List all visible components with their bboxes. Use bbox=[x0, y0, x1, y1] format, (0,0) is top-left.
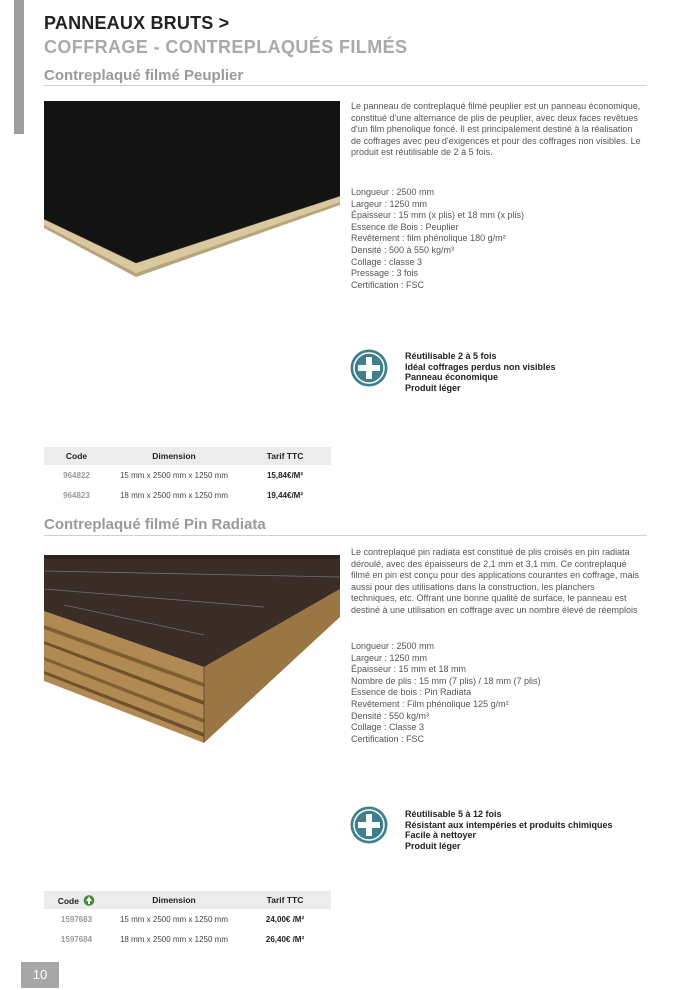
product-2-features bbox=[405, 809, 613, 851]
row-code: 964822 bbox=[63, 470, 90, 480]
spec-line: Essence de bois : Pin Radiata bbox=[351, 687, 472, 698]
spec-line: Essence de Bois : Peuplier bbox=[351, 221, 459, 232]
col-header-code: Code bbox=[44, 447, 109, 465]
spec-line: Revêtement : Film phénolique 125 g/m² bbox=[351, 698, 509, 709]
spec-line: Revêtement : film phénolique 180 g/m² bbox=[351, 233, 506, 244]
feature-item: Réutilisable 2 à 5 fois bbox=[405, 351, 497, 361]
page-subtitle: COFFRAGE - CONTREPLAQUÉS FILMÉS bbox=[44, 37, 408, 57]
table-row bbox=[44, 485, 331, 505]
product-2-price-table bbox=[44, 891, 331, 949]
plus-circle-icon bbox=[350, 349, 388, 387]
col-header-dimension: Dimension bbox=[109, 447, 239, 465]
edge-marker-bar bbox=[14, 0, 24, 134]
eco-badge-icon bbox=[83, 895, 95, 906]
plus-circle-icon bbox=[350, 806, 388, 844]
spec-line: Certification : FSC bbox=[351, 279, 425, 290]
row-code: 964823 bbox=[63, 490, 90, 500]
spec-line: Largeur : 1250 mm bbox=[351, 652, 428, 663]
col-header-dimension: Dimension bbox=[109, 891, 239, 909]
row-dimension: 18 mm x 2500 mm x 1250 mm bbox=[119, 934, 229, 944]
spec-line: Longueur : 2500 mm bbox=[351, 187, 435, 197]
pine-radiata-panel-photo bbox=[44, 555, 340, 751]
row-dimension: 15 mm x 2500 mm x 1250 mm bbox=[119, 470, 229, 480]
page-number: 10 bbox=[21, 962, 59, 988]
table-row bbox=[44, 929, 331, 949]
feature-item: Panneau économique bbox=[405, 372, 499, 382]
spec-line: Épaisseur : 15 mm et 18 mm bbox=[351, 664, 467, 675]
spec-line: Collage : Classe 3 bbox=[351, 722, 425, 733]
col-header-tarif: Tarif TTC bbox=[239, 891, 331, 909]
feature-item: Résistant aux intempéries et produits chimiques bbox=[405, 819, 613, 830]
row-dimension: 15 mm x 2500 mm x 1250 mm bbox=[119, 914, 229, 924]
spec-line: Certification : FSC bbox=[351, 733, 425, 744]
row-code: 1597683 bbox=[60, 914, 93, 924]
row-dimension: 18 mm x 2500 mm x 1250 mm bbox=[119, 490, 229, 500]
product-1-features bbox=[405, 351, 556, 393]
spec-line: Nombre de plis : 15 mm (7 plis) / 18 mm (7 plis) bbox=[351, 675, 541, 686]
product-1-title: Contreplaqué filmé Peuplier bbox=[44, 67, 244, 84]
product-1-specs bbox=[351, 187, 524, 291]
page-title: PANNEAUX BRUTS > bbox=[44, 13, 230, 33]
col-header-tarif: Tarif TTC bbox=[239, 447, 331, 465]
product-2-description: Le contreplaqué pin radiata est constitué de plis croisés en pin radiata déroulé, avec des épaisseurs de 2,1 mm et 3,1 mm. Ce contreplaqué filmé en pin est conçu pour des applications courantes en coffrage, mais aussi pour des utilisations dans la construction, les planchers techniques, etc. Offrant une bonne qualité de surface, le panneau est destiné à une utilisation en coffrage avec un nombre élevé de réemplois bbox=[351, 547, 639, 615]
table-header-row bbox=[44, 447, 331, 465]
spec-line: Densité : 550 kg/m³ bbox=[351, 710, 430, 721]
spec-line: Collage : classe 3 bbox=[351, 256, 423, 267]
feature-item: Réutilisable 5 à 12 fois bbox=[405, 809, 502, 819]
row-tarif: 15,84€/M² bbox=[266, 470, 304, 480]
row-tarif: 26,40€ /M² bbox=[265, 934, 305, 944]
product-2-title: Contreplaqué filmé Pin Radiata bbox=[44, 516, 266, 533]
col-header-code-label: Code bbox=[57, 895, 79, 906]
spec-line: Densité : 500 à 550 kg/m³ bbox=[351, 244, 455, 255]
col-header-code bbox=[44, 891, 109, 909]
spec-line: Pressage : 3 fois bbox=[351, 268, 419, 279]
spec-line: Longueur : 2500 mm bbox=[351, 641, 435, 651]
product-1-divider bbox=[44, 85, 647, 86]
table-row bbox=[44, 909, 331, 929]
feature-item: Facile à nettoyer bbox=[405, 830, 477, 840]
feature-item: Produit léger bbox=[405, 382, 461, 393]
product-1-price-table bbox=[44, 447, 331, 505]
spec-line: Largeur : 1250 mm bbox=[351, 198, 428, 209]
row-tarif: 24,00€ /M² bbox=[265, 914, 305, 924]
row-code: 1597684 bbox=[60, 934, 93, 944]
product-1-description: Le panneau de contreplaqué filmé peuplier est un panneau économique, constitué d'une alternance de plis de peuplier, avec deux faces revêtues d'un film phenolique foncé. Il est principalement destiné à la réalisation de coffrages avec peu d'exigences et pour des coffrages non visibles. Le produit est réutilisable de 2 à 5 fois. bbox=[351, 101, 641, 158]
poplar-panel-photo bbox=[44, 101, 340, 277]
table-header-row bbox=[44, 891, 331, 909]
table-row bbox=[44, 465, 331, 485]
row-tarif: 19,44€/M² bbox=[266, 490, 304, 500]
feature-item: Idéal coffrages perdus non visibles bbox=[405, 361, 556, 372]
product-2-divider bbox=[44, 535, 647, 536]
product-2-specs bbox=[351, 641, 541, 745]
feature-item: Produit léger bbox=[405, 840, 461, 851]
spec-line: Épaisseur : 15 mm (x plis) et 18 mm (x plis) bbox=[351, 210, 525, 221]
